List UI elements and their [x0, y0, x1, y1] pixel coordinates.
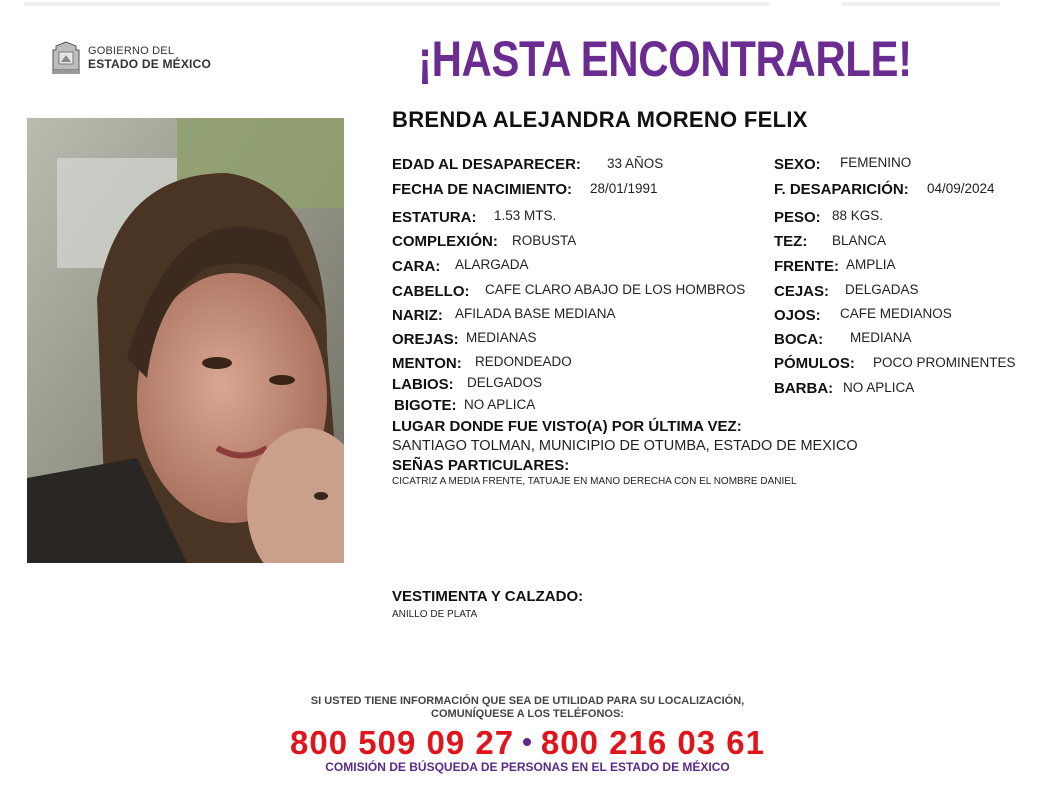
missing-person-photo: [27, 118, 344, 563]
bigote-value: NO APLICA: [464, 397, 536, 412]
nacimiento-value: 28/01/1991: [590, 181, 658, 196]
headline: ¡HASTA ENCONTRARLE!: [418, 31, 912, 87]
phone-1[interactable]: 800 509 09 27: [290, 724, 515, 761]
desaparicion-value: 04/09/2024: [927, 181, 995, 196]
peso-label: PESO:: [774, 209, 821, 226]
cara-value: ALARGADA: [455, 257, 529, 272]
orejas-label: OREJAS:: [392, 331, 459, 348]
nariz-label: NARIZ:: [392, 307, 443, 324]
cejas-value: DELGADAS: [845, 282, 919, 297]
marks-label: SEÑAS PARTICULARES:: [392, 457, 570, 474]
tez-value: BLANCA: [832, 233, 887, 248]
top-divider-left: [24, 2, 769, 6]
complexion-label: COMPLEXIÓN:: [392, 233, 498, 250]
nariz-value: AFILADA BASE MEDIANA: [455, 306, 616, 321]
ojos-value: CAFE MEDIANOS: [840, 306, 952, 321]
frente-label: FRENTE:: [774, 258, 839, 275]
cabello-value: CAFE CLARO ABAJO DE LOS HOMBROS: [485, 282, 746, 297]
nacimiento-label: FECHA DE NACIMIENTO:: [392, 181, 572, 198]
marks-value: CICATRIZ A MEDIA FRENTE, TATUAJE EN MANO DERECHA CON EL NOMBRE DANIEL: [392, 476, 797, 487]
boca-label: BOCA:: [774, 331, 824, 348]
clothing-value: ANILLO DE PLATA: [392, 609, 478, 620]
phone-2[interactable]: 800 216 03 61: [540, 724, 765, 761]
cara-label: CARA:: [392, 258, 441, 275]
phone-numbers: [0, 724, 1055, 762]
person-name: BRENDA ALEJANDRA MORENO FELIX: [392, 107, 808, 132]
cabello-label: CABELLO:: [392, 283, 470, 300]
info-line1: SI USTED TIENE INFORMACIÓN QUE SEA DE UTILIDAD PARA SU LOCALIZACIÓN,: [310, 695, 745, 707]
sexo-label: SEXO:: [774, 156, 821, 173]
pomulos-value: POCO PROMINENTES: [873, 355, 1016, 370]
last-seen-value: SANTIAGO TOLMAN, MUNICIPIO DE OTUMBA, ESTADO DE MEXICO: [392, 438, 858, 454]
complexion-value: ROBUSTA: [512, 233, 577, 248]
tez-label: TEZ:: [774, 233, 808, 250]
ojos-label: OJOS:: [774, 307, 821, 324]
logo-text: [88, 45, 211, 71]
orejas-value: MEDIANAS: [466, 330, 537, 345]
last-seen-label: LUGAR DONDE FUE VISTO(A) POR ÚLTIMA VEZ:: [392, 418, 742, 435]
barba-value: NO APLICA: [843, 380, 915, 395]
government-logo: [50, 40, 211, 76]
labios-label: LABIOS:: [392, 376, 454, 393]
logo-line1: GOBIERNO DEL: [88, 45, 175, 57]
separator-dot: •: [522, 726, 533, 757]
menton-label: MENTON:: [392, 355, 462, 372]
sexo-value: FEMENINO: [840, 155, 912, 170]
cejas-label: CEJAS:: [774, 283, 830, 300]
peso-value: 88 KGS.: [832, 208, 884, 223]
commission-name: COMISIÓN DE BÚSQUEDA DE PERSONAS EN EL ESTADO DE MÉXICO: [325, 760, 730, 774]
top-divider-right: [842, 2, 1000, 6]
coat-of-arms-icon: [50, 40, 82, 76]
labios-value: DELGADOS: [467, 375, 543, 390]
desaparicion-label: F. DESAPARICIÓN:: [774, 181, 909, 198]
logo-line2: ESTADO DE MÉXICO: [88, 57, 211, 71]
bigote-label: BIGOTE:: [394, 397, 457, 414]
pomulos-label: PÓMULOS:: [774, 355, 855, 372]
estatura-value: 1.53 MTS.: [494, 208, 557, 223]
edad-value: 33 AÑOS: [607, 156, 664, 171]
menton-value: REDONDEADO: [475, 354, 572, 369]
edad-label: EDAD AL DESAPARECER:: [392, 156, 581, 173]
clothing-label: VESTIMENTA Y CALZADO:: [392, 588, 584, 605]
estatura-label: ESTATURA:: [392, 209, 477, 226]
info-line2: COMUNÍQUESE A LOS TELÉFONOS:: [431, 708, 624, 720]
barba-label: BARBA:: [774, 380, 834, 397]
boca-value: MEDIANA: [850, 330, 912, 345]
frente-value: AMPLIA: [846, 257, 896, 272]
